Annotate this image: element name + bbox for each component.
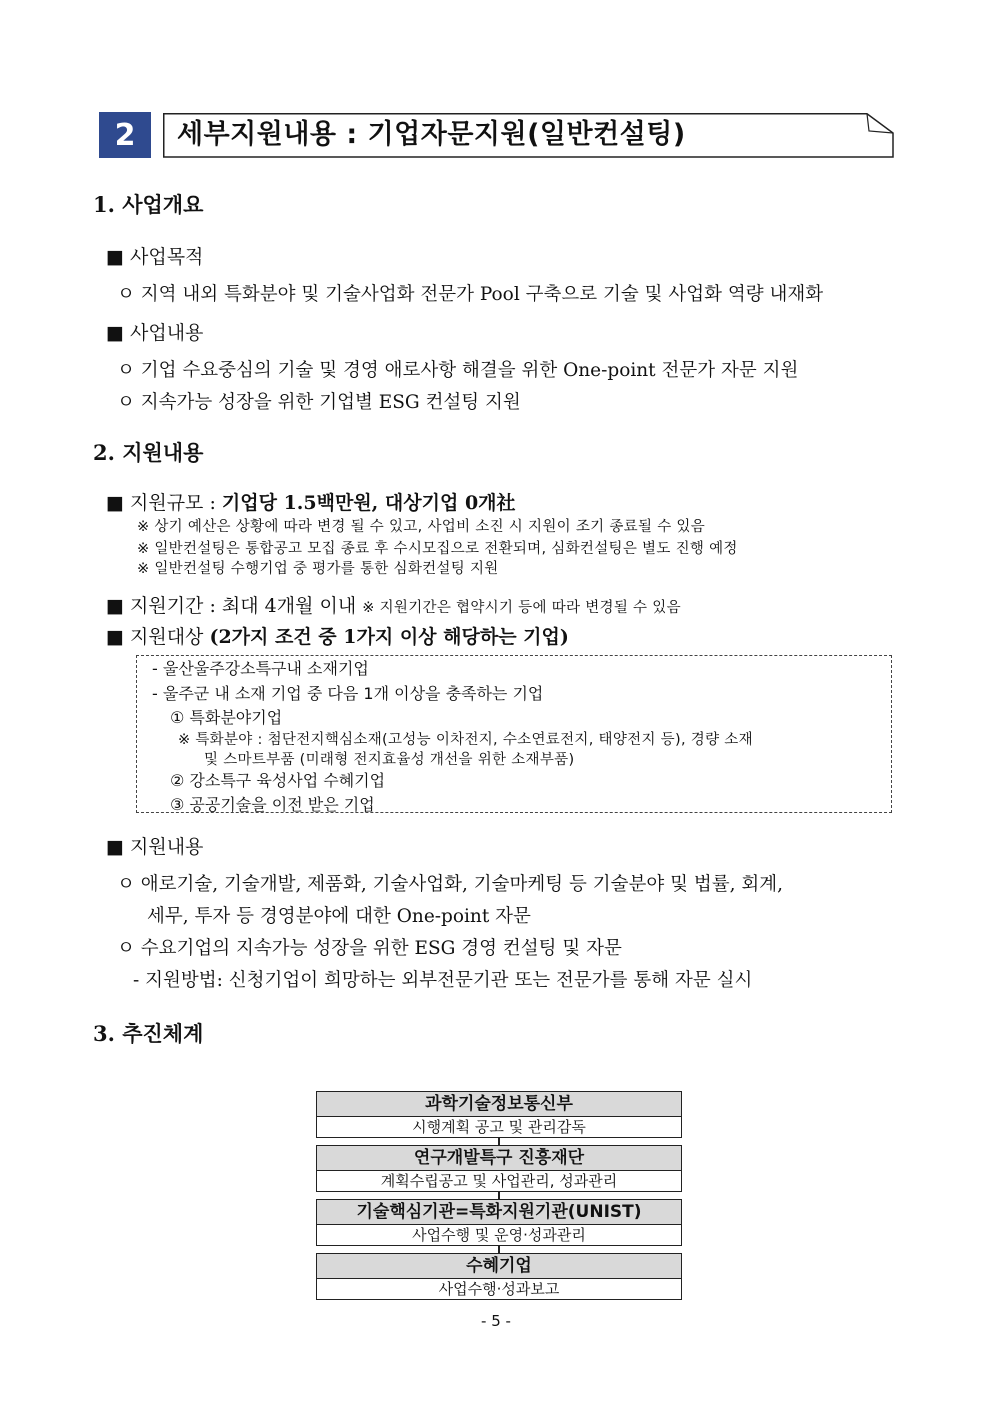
page-number: - 5 - (481, 1312, 511, 1330)
scale-value: 기업당 1.5백만원, 대상기업 0개社 (221, 492, 516, 514)
period-label: ■ 지원기간 : 최대 4개월 이내 (106, 595, 363, 617)
flow-role: 계획수립공고 및 사업관리, 성과관리 (380, 1172, 618, 1190)
heading-support: 2. 지원내용 (93, 440, 204, 465)
section-title: 세부지원내용 : 기업자문지원(일반컨설팅) (177, 119, 686, 150)
support-period (106, 591, 681, 618)
flow-box-unist (316, 1199, 682, 1246)
content-item-1: ㅇ 기업 수요중심의 기술 및 경영 애로사항 해결을 위한 One-point 전문가 자문 지원 (117, 360, 799, 381)
target-value: (2가지 조건 중 1가지 이상 해당하는 기업) (209, 626, 569, 648)
criteria-line-6: ② 강소특구 육성사업 수혜기업 (170, 771, 386, 790)
criteria-line-4: ※ 특화분야 : 첨단전지핵심소재(고성능 이차전지, 수소연료전지, 태양전지 등), 경량 소재 (178, 732, 753, 748)
criteria-line-7: ③ 공공기술을 이전 받은 기업 (170, 795, 375, 814)
label-content: ■ 사업내용 (106, 322, 204, 344)
flow-role: 사업수행·성과보고 (438, 1280, 560, 1298)
flow-box-beneficiary (316, 1253, 682, 1300)
flow-role: 시행계획 공고 및 관리감독 (412, 1118, 586, 1136)
flow-name: 기술핵심기관=특화지원기관(UNIST) (317, 1200, 681, 1225)
support-scale (106, 488, 516, 515)
heading-overview: 1. 사업개요 (93, 192, 204, 217)
scale-note-2: ※ 일반컨설팅은 통합공고 모집 종료 후 수시모집으로 전환되며, 심화컨설팅은 별도 진행 예정 (137, 541, 738, 557)
flow-role: 사업수행 및 운영·성과관리 (412, 1226, 586, 1244)
flow-box-innopolis (316, 1145, 682, 1192)
scale-note-1: ※ 상기 예산은 상황에 따라 변경 될 수 있고, 사업비 소진 시 지원이 조기 종료될 수 있음 (137, 519, 706, 535)
criteria-line-5: 및 스마트부품 (미래형 전지효율성 개선을 위한 소재부품) (204, 752, 575, 768)
flow-box-msit (316, 1091, 682, 1138)
support-target (106, 622, 569, 649)
label-purpose: ■ 사업목적 (106, 246, 204, 268)
section-number-badge: 2 (99, 112, 151, 158)
target-label: ■ 지원대상 (106, 626, 210, 648)
scale-label: ■ 지원규모 : (106, 492, 222, 514)
support-item-1a: ㅇ 애로기술, 기술개발, 제품화, 기술사업화, 기술마케팅 등 기술분야 및 법률, 회계, (117, 874, 783, 895)
purpose-item: ㅇ 지역 내외 특화분야 및 기술사업화 전문가 Pool 구축으로 기술 및 사업화 역량 내재화 (117, 284, 824, 305)
period-note: ※ 지원기간은 협약시기 등에 따라 변경될 수 있음 (362, 600, 681, 616)
content-item-2: ㅇ 지속가능 성장을 위한 기업별 ESG 컨설팅 지원 (117, 392, 521, 413)
criteria-line-1: - 울산울주강소특구내 소재기업 (152, 659, 369, 678)
flow-name: 과학기술정보통신부 (317, 1092, 681, 1117)
criteria-line-2: - 울주군 내 소재 기업 중 다음 1개 이상을 충족하는 기업 (152, 684, 544, 703)
heading-system: 3. 추진체계 (93, 1021, 204, 1046)
flow-name: 연구개발특구 진흥재단 (317, 1146, 681, 1171)
criteria-line-3: ① 특화분야기업 (170, 708, 283, 727)
label-support-content: ■ 지원내용 (106, 836, 204, 858)
support-item-1b: 세무, 투자 등 경영분야에 대한 One-point 자문 (147, 906, 531, 927)
section-title-box (163, 113, 893, 157)
scale-note-3: ※ 일반컨설팅 수행기업 중 평가를 통한 심화컨설팅 지원 (137, 561, 499, 577)
support-item-2: ㅇ 수요기업의 지속가능 성장을 위한 ESG 경영 컨설팅 및 자문 (117, 938, 622, 959)
support-method: - 지원방법: 신청기업이 희망하는 외부전문기관 또는 전문가를 통해 자문 실시 (133, 970, 753, 991)
flow-name: 수혜기업 (317, 1254, 681, 1279)
